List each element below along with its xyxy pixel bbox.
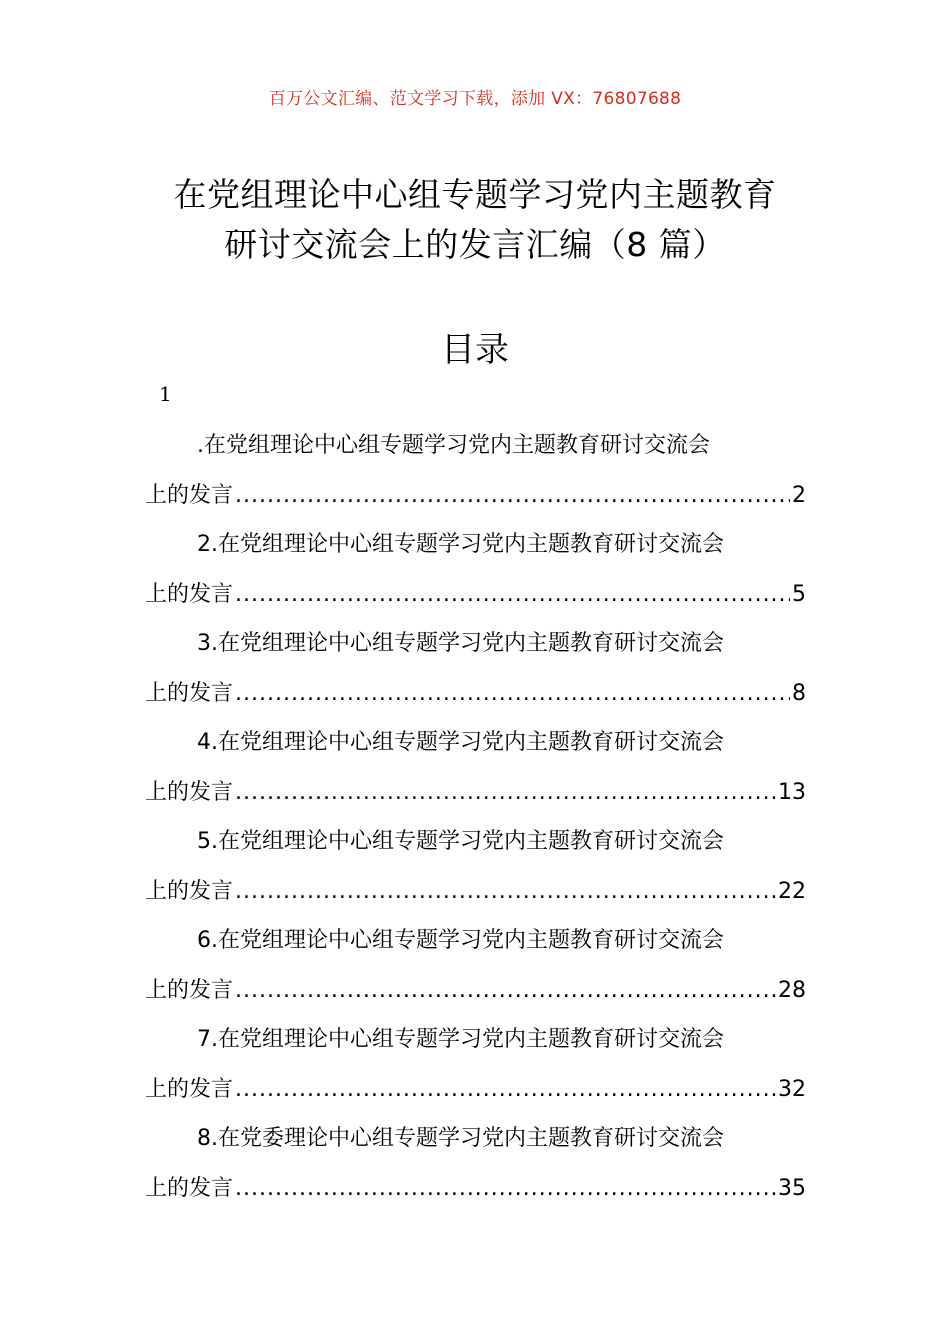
title-line-2: 研讨交流会上的发言汇编（8 篇） bbox=[224, 225, 726, 264]
toc-entry-title: 3.在党组理论中心组专题学习党内主题教育研讨交流会 bbox=[197, 631, 724, 656]
watermark-banner: 百万公文汇编、范文学习下载，添加 VX：76807688 bbox=[268, 89, 682, 109]
toc-entry-2[interactable] bbox=[145, 520, 806, 619]
toc-entry-title: .在党组理论中心组专题学习党内主题教育研讨交流会 bbox=[197, 433, 710, 458]
toc-entry-title: 8.在党委理论中心组专题学习党内主题教育研讨交流会 bbox=[197, 1126, 724, 1151]
toc-leader-dots bbox=[235, 1164, 776, 1213]
document-title bbox=[100, 170, 850, 270]
toc-page-number: 22 bbox=[778, 879, 806, 904]
toc-leader-dots bbox=[235, 1065, 776, 1114]
toc-leader-dots bbox=[235, 966, 776, 1015]
toc-page-number: 8 bbox=[792, 681, 806, 706]
toc-entry-title: 4.在党组理论中心组专题学习党内主题教育研讨交流会 bbox=[197, 730, 724, 755]
table-of-contents bbox=[145, 421, 806, 1213]
toc-leader-dots bbox=[235, 570, 790, 619]
toc-entry-title-cont: 上的发言 bbox=[145, 483, 234, 508]
toc-entry-title-cont: 上的发言 bbox=[145, 780, 234, 805]
toc-page-number: 5 bbox=[792, 582, 806, 607]
toc-entry-title-cont: 上的发言 bbox=[145, 1077, 234, 1102]
title-line-1: 在党组理论中心组专题学习党内主题教育 bbox=[173, 175, 777, 214]
toc-leader-dots bbox=[235, 669, 790, 718]
toc-entry-title: 7.在党组理论中心组专题学习党内主题教育研讨交流会 bbox=[197, 1027, 724, 1052]
toc-entry-title: 6.在党组理论中心组专题学习党内主题教育研讨交流会 bbox=[197, 928, 724, 953]
page-marker: 1 bbox=[159, 382, 172, 406]
toc-entry-title: 2.在党组理论中心组专题学习党内主题教育研讨交流会 bbox=[197, 532, 724, 557]
toc-entry-4[interactable] bbox=[145, 718, 806, 817]
toc-heading: 目录 bbox=[441, 330, 509, 370]
toc-entry-1[interactable] bbox=[145, 421, 806, 520]
toc-entry-title-cont: 上的发言 bbox=[145, 681, 234, 706]
toc-leader-dots bbox=[235, 867, 776, 916]
toc-entry-title-cont: 上的发言 bbox=[145, 978, 234, 1003]
toc-entry-3[interactable] bbox=[145, 619, 806, 718]
toc-page-number: 28 bbox=[778, 978, 806, 1003]
toc-entry-title-cont: 上的发言 bbox=[145, 582, 234, 607]
toc-page-number: 2 bbox=[792, 483, 806, 508]
toc-entry-title-cont: 上的发言 bbox=[145, 879, 234, 904]
toc-entry-title-cont: 上的发言 bbox=[145, 1176, 234, 1201]
toc-leader-dots bbox=[235, 471, 790, 520]
toc-entry-8[interactable] bbox=[145, 1114, 806, 1213]
toc-entry-7[interactable] bbox=[145, 1015, 806, 1114]
toc-entry-title: 5.在党组理论中心组专题学习党内主题教育研讨交流会 bbox=[197, 829, 724, 854]
toc-leader-dots bbox=[235, 768, 776, 817]
toc-entry-6[interactable] bbox=[145, 916, 806, 1015]
toc-entry-5[interactable] bbox=[145, 817, 806, 916]
toc-page-number: 35 bbox=[778, 1176, 806, 1201]
toc-page-number: 13 bbox=[778, 780, 806, 805]
toc-page-number: 32 bbox=[778, 1077, 806, 1102]
